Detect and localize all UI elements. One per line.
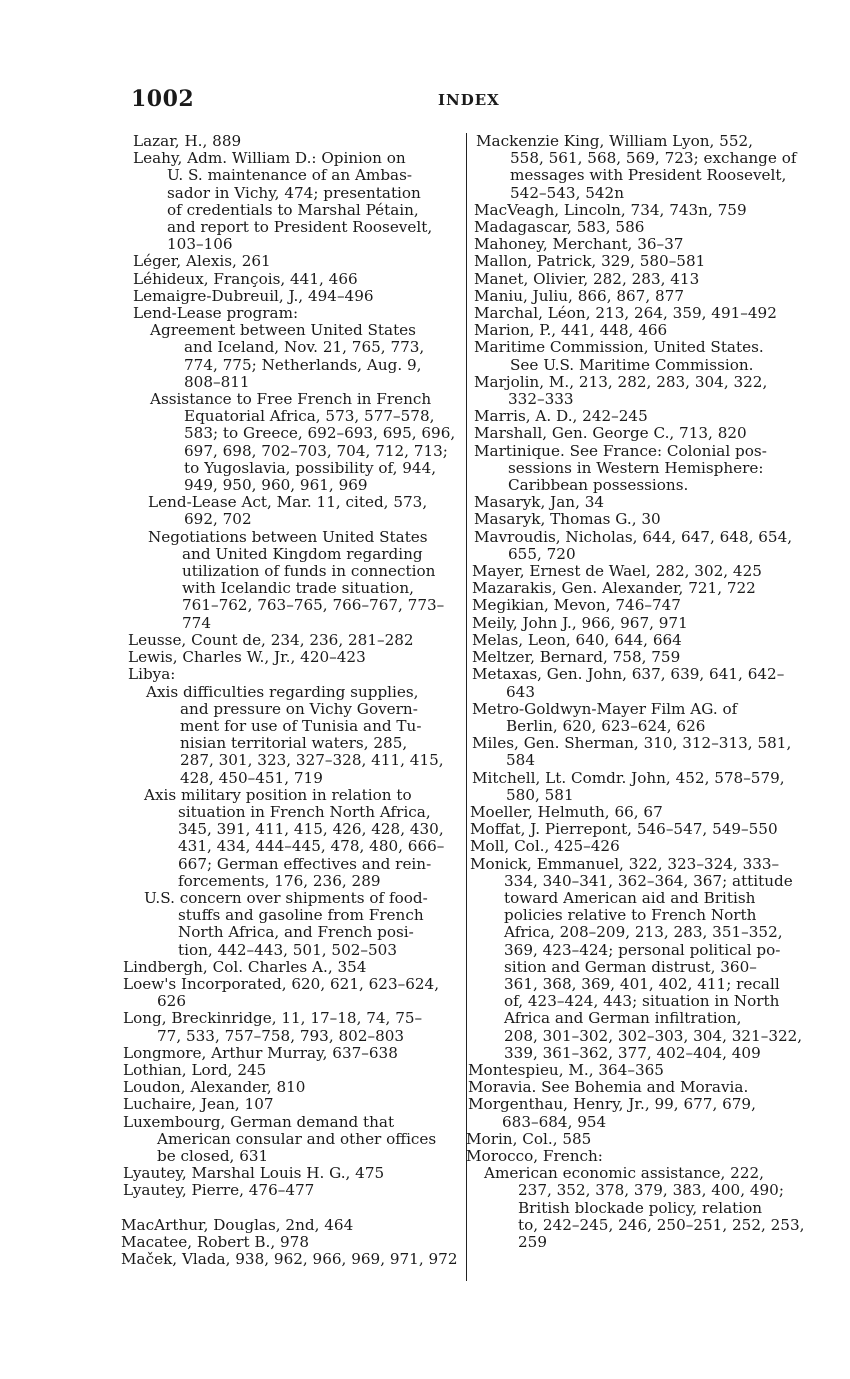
index-line: Megikian, Mevon, 746–747 bbox=[472, 596, 681, 615]
index-column-right bbox=[466, 133, 808, 1251]
index-line: sessions in Western Hemisphere: bbox=[508, 458, 764, 477]
index-line: 949, 950, 960, 961, 969 bbox=[184, 476, 368, 495]
index-line: ment for use of Tunisia and Tu- bbox=[180, 716, 422, 735]
index-line bbox=[121, 1200, 461, 1217]
index-line: Mazarakis, Gen. Alexander, 721, 722 bbox=[472, 579, 756, 598]
index-line: Marchal, Léon, 213, 264, 359, 491–492 bbox=[474, 304, 777, 323]
index-line: 369, 423–424; personal political po- bbox=[504, 940, 781, 959]
index-line: Manet, Olivier, 282, 283, 413 bbox=[474, 269, 700, 288]
index-line: 77, 533, 757–758, 793, 802–803 bbox=[157, 1026, 405, 1045]
index-line: 334, 340–341, 362–364, 367; attitude bbox=[504, 871, 793, 890]
index-line: 583; to Greece, 692–693, 695, 696, bbox=[184, 424, 456, 443]
index-line: Agreement between United States bbox=[150, 321, 416, 340]
index-line: 667; German effectives and rein- bbox=[178, 854, 432, 873]
index-line: U. S. maintenance of an Ambas- bbox=[167, 166, 413, 185]
index-line: 558, 561, 568, 569, 723; exchange of bbox=[510, 149, 797, 168]
index-line: stuffs and gasoline from French bbox=[178, 906, 424, 925]
index-line: Masaryk, Jan, 34 bbox=[474, 493, 605, 512]
index-line: Negotiations between United States bbox=[148, 527, 428, 546]
index-line: sador in Vichy, 474; presentation bbox=[167, 183, 421, 202]
index-line: Lewis, Charles W., Jr., 420–423 bbox=[128, 648, 366, 667]
index-line: Mackenzie King, William Lyon, 552, bbox=[476, 132, 753, 150]
index-line: MacVeagh, Lincoln, 734, 743n, 759 bbox=[474, 200, 747, 219]
page-number: 1002 bbox=[131, 86, 195, 112]
index-line: 774, 775; Netherlands, Aug. 9, bbox=[184, 355, 422, 374]
index-line: 361, 368, 369, 401, 402, 411; recall bbox=[504, 974, 780, 993]
index-line: 655, 720 bbox=[508, 544, 576, 563]
index-line: Longmore, Arthur Murray, 637–638 bbox=[123, 1043, 398, 1062]
index-line: situation in French North Africa, bbox=[178, 802, 431, 821]
index-line: Marjolin, M., 213, 282, 283, 304, 322, bbox=[474, 372, 768, 391]
index-line: Monick, Emmanuel, 322, 323–324, 333– bbox=[470, 854, 780, 873]
index-line: 692, 702 bbox=[184, 510, 252, 529]
index-line: Metro-Goldwyn-Mayer Film AG. of bbox=[472, 699, 738, 718]
index-line: 287, 301, 323, 327–328, 411, 415, bbox=[180, 751, 444, 770]
index-line: 697, 698, 702–703, 704, 712, 713; bbox=[184, 441, 448, 460]
index-line: Maček, Vlada, 938, 962, 966, 969, 971, 972 bbox=[121, 1250, 458, 1268]
index-line: tion, 442–443, 501, 502–503 bbox=[178, 940, 397, 959]
index-line: Leahy, Adm. William D.: Opinion on bbox=[133, 149, 406, 168]
index-line: policies relative to French North bbox=[504, 906, 757, 925]
index-line: Montespieu, M., 364–365 bbox=[468, 1060, 664, 1079]
index-line: Axis military position in relation to bbox=[144, 785, 412, 804]
index-line: be closed, 631 bbox=[157, 1146, 269, 1165]
index-line: Melas, Leon, 640, 644, 664 bbox=[472, 630, 682, 649]
index-line: Mitchell, Lt. Comdr. John, 452, 578–579, bbox=[472, 768, 785, 787]
index-line: Moffat, J. Pierrepont, 546–547, 549–550 bbox=[470, 820, 778, 839]
index-line: and United Kingdom regarding bbox=[182, 544, 423, 563]
index-line: 626 bbox=[157, 992, 186, 1011]
index-line: Equatorial Africa, 573, 577–578, bbox=[184, 407, 435, 426]
running-head: INDEX bbox=[438, 91, 500, 109]
index-line: American economic assistance, 222, bbox=[484, 1164, 764, 1183]
index-line: Marion, P., 441, 448, 466 bbox=[474, 321, 668, 340]
index-line: Africa and German infiltration, bbox=[504, 1009, 742, 1028]
index-line: 761–762, 763–765, 766–767, 773– bbox=[182, 596, 445, 615]
index-line: Lyautey, Pierre, 476–477 bbox=[123, 1181, 315, 1200]
index-line: Lothian, Lord, 245 bbox=[123, 1060, 267, 1079]
index-line: sition and German distrust, 360– bbox=[504, 957, 757, 976]
index-line: Meily, John J., 966, 967, 971 bbox=[472, 613, 688, 632]
index-line: Moravia. See Bohemia and Moravia. bbox=[468, 1078, 749, 1097]
index-line: Mallon, Patrick, 329, 580–581 bbox=[474, 252, 706, 271]
index-line: British blockade policy, relation bbox=[518, 1198, 763, 1217]
index-line: and report to President Roosevelt, bbox=[167, 218, 433, 237]
index-line: Miles, Gen. Sherman, 310, 312–313, 581, bbox=[472, 734, 792, 753]
index-line: messages with President Roosevelt, bbox=[510, 166, 787, 185]
index-line: utilization of funds in connection bbox=[182, 562, 436, 581]
index-line: Lemaigre-Dubreuil, J., 494–496 bbox=[133, 286, 374, 305]
index-line: Africa, 208–209, 213, 283, 351–352, bbox=[504, 923, 783, 942]
index-line: 339, 361–362, 377, 402–404, 409 bbox=[504, 1043, 761, 1062]
index-line: Leusse, Count de, 234, 236, 281–282 bbox=[128, 630, 414, 649]
index-line: Meltzer, Bernard, 758, 759 bbox=[472, 648, 681, 667]
index-line: Marris, A. D., 242–245 bbox=[474, 407, 648, 426]
index-line: 431, 434, 444–445, 478, 480, 666– bbox=[178, 837, 445, 856]
index-line: to, 242–245, 246, 250–251, 252, 253, bbox=[518, 1215, 805, 1234]
index-line: 208, 301–302, 302–303, 304, 321–322, bbox=[504, 1026, 803, 1045]
index-line: of, 423–424, 443; situation in North bbox=[504, 992, 780, 1011]
index-line: 774 bbox=[182, 613, 211, 632]
index-line: 808–811 bbox=[184, 372, 250, 391]
index-line: Morocco, French: bbox=[466, 1146, 603, 1165]
index-line: and pressure on Vichy Govern- bbox=[180, 699, 418, 718]
index-line: Lindbergh, Col. Charles A., 354 bbox=[123, 957, 367, 976]
index-line: 332–333 bbox=[508, 390, 574, 409]
index-line: 683–684, 954 bbox=[502, 1112, 607, 1131]
index-line: Berlin, 620, 623–624, 626 bbox=[506, 716, 706, 735]
index-line: forcements, 176, 236, 289 bbox=[178, 871, 381, 890]
index-line: and Iceland, Nov. 21, 765, 773, bbox=[184, 338, 425, 357]
index-line: Metaxas, Gen. John, 637, 639, 641, 642– bbox=[472, 665, 785, 684]
index-line: American consular and other offices bbox=[157, 1129, 437, 1148]
index-line: Mahoney, Merchant, 36–37 bbox=[474, 235, 684, 254]
index-line: Léger, Alexis, 261 bbox=[133, 252, 271, 271]
index-line: Libya: bbox=[128, 665, 176, 684]
index-line: 643 bbox=[506, 682, 535, 701]
index-line: Loudon, Alexander, 810 bbox=[123, 1078, 306, 1097]
index-line: Lyautey, Marshal Louis H. G., 475 bbox=[123, 1164, 385, 1183]
index-line: Morin, Col., 585 bbox=[466, 1129, 592, 1148]
index-line: Luchaire, Jean, 107 bbox=[123, 1095, 274, 1114]
index-line: 103–106 bbox=[167, 235, 233, 254]
index-line: Macatee, Robert B., 978 bbox=[121, 1232, 310, 1251]
index-line: Assistance to Free French in French bbox=[150, 390, 432, 409]
index-line: Axis difficulties regarding supplies, bbox=[146, 682, 419, 701]
index-line: with Icelandic trade situation, bbox=[182, 579, 414, 598]
index-line: Léhideux, François, 441, 466 bbox=[133, 269, 358, 288]
index-line: 584 bbox=[506, 751, 535, 770]
index-line: 237, 352, 378, 379, 383, 400, 490; bbox=[518, 1181, 784, 1200]
index-line: Moll, Col., 425–426 bbox=[470, 837, 620, 856]
index-line: Long, Breckinridge, 11, 17–18, 74, 75– bbox=[123, 1009, 423, 1028]
index-line: nisian territorial waters, 285, bbox=[180, 734, 408, 753]
index-line: to Yugoslavia, possibility of, 944, bbox=[184, 458, 437, 477]
index-line: North Africa, and French posi- bbox=[178, 923, 414, 942]
index-column-left bbox=[121, 133, 461, 1268]
index-line: Mavroudis, Nicholas, 644, 647, 648, 654, bbox=[474, 527, 793, 546]
index-line: Mayer, Ernest de Wael, 282, 302, 425 bbox=[472, 562, 762, 581]
index-line: 259 bbox=[518, 1233, 547, 1251]
index-line: 428, 450–451, 719 bbox=[180, 768, 323, 787]
index-line: Maniu, Juliu, 866, 867, 877 bbox=[474, 286, 684, 305]
index-line: Loew's Incorporated, 620, 621, 623–624, bbox=[123, 974, 440, 993]
index-line: 542–543, 542n bbox=[510, 183, 624, 202]
index-line: Lend-Lease program: bbox=[133, 304, 299, 323]
index-line: Masaryk, Thomas G., 30 bbox=[474, 510, 661, 529]
index-line: Maritime Commission, United States. bbox=[474, 338, 764, 357]
index-line: See U.S. Maritime Commission. bbox=[510, 355, 754, 374]
index-line: Moeller, Helmuth, 66, 67 bbox=[470, 802, 663, 821]
index-line: Martinique. See France: Colonial pos- bbox=[474, 441, 767, 460]
index-line: 580, 581 bbox=[506, 785, 574, 804]
index-line: Caribbean possessions. bbox=[508, 476, 689, 495]
index-line: 345, 391, 411, 415, 426, 428, 430, bbox=[178, 820, 444, 839]
index-line: Marshall, Gen. George C., 713, 820 bbox=[474, 424, 747, 443]
index-line: Morgenthau, Henry, Jr., 99, 677, 679, bbox=[468, 1095, 756, 1114]
index-line: Madagascar, 583, 586 bbox=[474, 218, 645, 237]
index-line: U.S. concern over shipments of food- bbox=[144, 888, 428, 907]
index-line: Lazar, H., 889 bbox=[133, 132, 242, 150]
index-line: Lend-Lease Act, Mar. 11, cited, 573, bbox=[148, 493, 428, 512]
index-line: Luxembourg, German demand that bbox=[123, 1112, 395, 1131]
index-line: MacArthur, Douglas, 2nd, 464 bbox=[121, 1215, 354, 1234]
index-line: toward American aid and British bbox=[504, 888, 756, 907]
index-line: of credentials to Marshal Pétain, bbox=[167, 200, 419, 219]
